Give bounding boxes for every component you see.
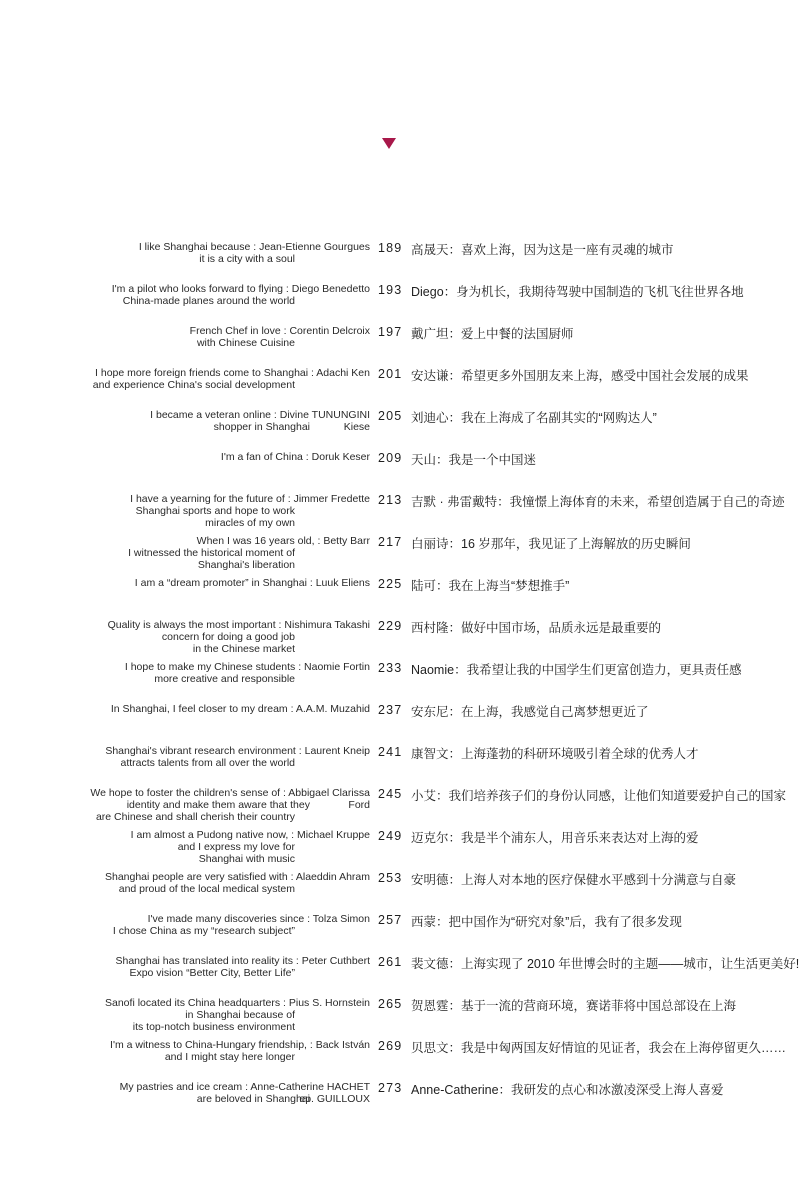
entry-page-number: 233	[378, 661, 403, 675]
entry-page-number: 205	[378, 409, 403, 423]
entry-english	[128, 535, 370, 571]
entry-page-number: 229	[378, 619, 403, 633]
entry-english-continuation	[105, 1021, 370, 1033]
entry-english-first-line	[105, 745, 370, 757]
entry-page-number: 225	[378, 577, 403, 591]
entry-english-continuation	[108, 643, 370, 655]
entry-english-subtitle: China-made planes around the world	[122, 295, 295, 307]
entry-english-title: I became a veteran online :	[150, 409, 277, 421]
entry-page-number: 241	[378, 745, 403, 759]
entry-person-name: Anne-Catherine HACHET	[250, 1081, 370, 1093]
entry-page-number: 213	[378, 493, 403, 507]
entry-person-name: Naomie Fortin	[304, 661, 370, 673]
entry-english-title: I hope more foreign friends come to Shanghai :	[95, 367, 314, 379]
entry-english	[135, 577, 370, 589]
entry-chinese-title: 戴广坦：爱上中餐的法国厨师	[411, 327, 574, 341]
entry-english-first-line	[105, 997, 370, 1009]
entry-page-number: 201	[378, 367, 403, 381]
entry-english-continuation	[105, 757, 370, 769]
entry-english	[105, 997, 370, 1033]
entry-english-title: I like Shanghai because :	[138, 241, 257, 253]
entry-english-subtitle: Shanghai's liberation	[197, 559, 295, 571]
entry-english	[111, 703, 370, 715]
entry-english-subtitle: I chose China as my “research subject”	[112, 925, 295, 937]
entry-english-title: Sanofi located its China headquarters :	[105, 997, 286, 1009]
entry-english-first-line	[105, 871, 370, 883]
entry-english-subtitle: Expo vision “Better City, Better Life”	[129, 967, 295, 979]
entry-english	[131, 829, 370, 865]
entry-person-name: Divine TUNUNGINI	[279, 409, 370, 421]
entry-chinese-title: Diego：身为机长，我期待驾驶中国制造的飞机飞往世界各地	[411, 285, 744, 299]
entry-english	[125, 661, 370, 685]
entry-english-title: When I was 16 years old, :	[196, 535, 321, 547]
entry-chinese-title: 天山：我是一个中国迷	[411, 453, 537, 467]
entry-english-subtitle: and experience China's social development	[92, 379, 295, 391]
entry-page-number: 193	[378, 283, 403, 297]
entry-english-title: Shanghai's vibrant research environment :	[105, 745, 302, 757]
entry-chinese-title: 刘迪心：我在上海成了名副其实的“网购达人”	[411, 411, 657, 425]
entry-english-title: Shanghai people are very satisfied with :	[104, 871, 294, 883]
entry-english-first-line	[150, 409, 370, 421]
entry-english-first-line	[148, 913, 370, 925]
entry-english-title: I'm a pilot who looks forward to flying :	[111, 283, 289, 295]
entry-english	[130, 493, 370, 529]
entry-chinese-title: Naomie：我希望让我的中国学生们更富创造力，更具责任感	[411, 663, 742, 677]
entry-english-first-line	[108, 619, 370, 631]
entry-english-subtitle: and I express my love for	[177, 841, 295, 853]
entry-english-continuation	[112, 295, 370, 307]
entry-english-continuation	[90, 799, 370, 811]
entry-english	[116, 955, 371, 979]
entry-person-name: Abbigael Clarissa	[288, 787, 370, 799]
entry-english-first-line	[139, 241, 370, 253]
entry-person-name: Doruk Keser	[311, 451, 370, 463]
entry-english-first-line	[95, 367, 370, 379]
entry-english-first-line	[90, 787, 370, 799]
entry-page-number: 209	[378, 451, 403, 465]
entry-chinese-title: 高晟天：喜欢上海，因为这是一座有灵魂的城市	[411, 243, 674, 257]
entry-english	[92, 367, 370, 391]
entry-english-first-line	[111, 703, 370, 715]
entry-english	[190, 325, 370, 349]
entry-english	[110, 1039, 370, 1063]
entry-chinese-title: 白丽诗：16 岁那年，我见证了上海解放的历史瞬间	[411, 537, 691, 551]
entry-page-number: 197	[378, 325, 403, 339]
entry-english-subtitle: it is a city with a soul	[199, 253, 295, 265]
entry-page-number: 249	[378, 829, 403, 843]
entry-english-continuation	[105, 1009, 370, 1021]
entry-english-first-line	[130, 493, 370, 505]
entry-english-first-line	[135, 577, 370, 589]
entry-english	[112, 913, 370, 937]
entry-page-number: 265	[378, 997, 403, 1011]
entry-english	[108, 619, 370, 655]
entry-person-name: Diego Benedetto	[291, 283, 370, 295]
entry-english-subtitle: shopper in Shanghai	[213, 421, 310, 433]
entry-english-first-line	[125, 661, 370, 673]
entry-page-number: 217	[378, 535, 403, 549]
entry-english-subtitle: miracles of my own	[205, 517, 295, 529]
entry-english-subtitle: attracts talents from all over the world	[120, 757, 295, 769]
entry-chinese-title: 贺恩霆：基于一流的营商环境，赛诺菲将中国总部设在上海	[411, 999, 737, 1013]
entry-page-number: 269	[378, 1039, 403, 1053]
entry-english	[120, 1081, 370, 1105]
entry-english-subtitle: in the Chinese market	[192, 643, 295, 655]
entry-english-title: I'm a fan of China :	[220, 451, 309, 463]
entry-english-continuation	[150, 421, 370, 433]
entry-page-number: 237	[378, 703, 403, 717]
entry-person-name: Tolza Simon	[312, 913, 370, 925]
entry-page-number: 189	[378, 241, 403, 255]
entry-english-continuation	[120, 1093, 370, 1105]
entry-chinese-title: 安东尼：在上海，我感觉自己离梦想更近了	[411, 705, 649, 719]
entry-english-title: Shanghai has translated into reality its :	[115, 955, 299, 967]
entry-english	[112, 283, 370, 307]
entry-english-title: In Shanghai, I feel closer to my dream :	[110, 703, 294, 715]
entry-english-subtitle: are beloved in Shanghai	[196, 1093, 310, 1105]
entry-person-name-continuation: Ford	[348, 799, 370, 811]
entry-english-continuation	[128, 547, 370, 559]
entry-english-continuation	[131, 853, 370, 865]
entry-english-subtitle: identity and make them aware that they	[126, 799, 310, 811]
entry-page-number: 253	[378, 871, 403, 885]
entry-english	[221, 451, 370, 463]
section-marker-icon	[382, 138, 396, 149]
entry-chinese-title: 吉默 · 弗雷戴特：我憧憬上海体育的未来，希望创造属于自己的奇迹	[411, 495, 785, 509]
entry-person-name: Betty Barr	[323, 535, 370, 547]
entry-english-continuation	[92, 379, 370, 391]
entry-person-name: Michael Kruppe	[297, 829, 370, 841]
entry-person-name-continuation: ep. GUILLOUX	[299, 1093, 370, 1105]
entry-english-continuation	[110, 1051, 370, 1063]
entry-english-subtitle: I witnessed the historical moment of	[128, 547, 295, 559]
entry-english-title: Quality is always the most important :	[107, 619, 282, 631]
entry-english-title: My pastries and ice cream :	[119, 1081, 249, 1093]
entry-english-subtitle: Shanghai sports and hope to work	[135, 505, 295, 517]
entry-english-subtitle: concern for doing a good job	[161, 631, 295, 643]
entry-english-continuation	[112, 925, 370, 937]
entry-chinese-title: 西村隆：做好中国市场，品质永远是最重要的	[411, 621, 662, 635]
entry-english-first-line	[197, 535, 370, 547]
entry-english-first-line	[112, 283, 370, 295]
entry-english-subtitle: Shanghai with music	[198, 853, 295, 865]
entry-english-subtitle: its top-notch business environment	[132, 1021, 295, 1033]
entry-english	[105, 871, 370, 895]
entry-english-title: I am almost a Pudong native now, :	[130, 829, 295, 841]
entry-english	[139, 241, 370, 265]
entry-chinese-title: 安达谦：希望更多外国朋友来上海，感受中国社会发展的成果	[411, 369, 749, 383]
entry-chinese-title: 小艾：我们培养孩子们的身份认同感，让他们知道要爱护自己的国家	[411, 789, 787, 803]
entry-person-name: Peter Cuthbert	[301, 955, 370, 967]
entry-chinese-title: 裴文德：上海实现了 2010 年世博会时的主题——城市，让生活更美好!	[411, 957, 800, 971]
entry-person-name: Jimmer Fredette	[293, 493, 370, 505]
entry-english-title: I've made many discoveries since :	[147, 913, 311, 925]
entry-person-name: Laurent Kneip	[304, 745, 370, 757]
entry-page-number: 245	[378, 787, 403, 801]
entry-english	[150, 409, 370, 433]
entry-person-name: Pius S. Hornstein	[288, 997, 370, 1009]
entry-english-continuation	[190, 337, 370, 349]
entry-person-name: Luuk Eliens	[315, 577, 370, 589]
entry-english	[90, 787, 370, 823]
entry-english-continuation	[105, 883, 370, 895]
entry-english-continuation	[125, 673, 370, 685]
entry-english-first-line	[190, 325, 370, 337]
entry-chinese-title: 陆可：我在上海当“梦想推手”	[411, 579, 570, 593]
entry-english-first-line	[110, 1039, 370, 1051]
entry-person-name: Back István	[315, 1039, 370, 1051]
entry-english-continuation	[197, 559, 370, 571]
entry-english-continuation	[116, 967, 371, 979]
entry-chinese-title: Anne-Catherine：我研发的点心和冰激凌深受上海人喜爱	[411, 1083, 724, 1097]
entry-english-title: I have a yearning for the future of :	[130, 493, 291, 505]
entry-english-subtitle: in Shanghai because of	[185, 1009, 295, 1021]
entry-english	[105, 745, 370, 769]
entry-english-first-line	[120, 1081, 370, 1093]
entry-english-title: We hope to foster the children's sense of :	[90, 787, 286, 799]
entry-page-number: 273	[378, 1081, 403, 1095]
entry-english-title: I am a “dream promoter” in Shanghai :	[134, 577, 313, 589]
entry-english-continuation	[139, 253, 370, 265]
entry-person-name-continuation: Kiese	[343, 421, 370, 433]
entry-person-name: A.A.M. Muzahid	[295, 703, 370, 715]
entry-english-title: I'm a witness to China-Hungary friendship, :	[110, 1039, 313, 1051]
entry-chinese-title: 迈克尔：我是半个浦东人，用音乐来表达对上海的爱	[411, 831, 699, 845]
entry-chinese-title: 西蒙：把中国作为“研究对象”后，我有了很多发现	[411, 915, 682, 929]
entry-english-first-line	[116, 955, 371, 967]
entry-english-title: I hope to make my Chinese students :	[124, 661, 302, 673]
entry-english-continuation	[108, 631, 370, 643]
entry-english-continuation	[130, 505, 370, 517]
entry-english-first-line	[221, 451, 370, 463]
entry-english-subtitle: are Chinese and shall cherish their country	[95, 811, 295, 823]
entry-english-subtitle: and proud of the local medical system	[118, 883, 295, 895]
entry-person-name: Alaeddin Ahram	[295, 871, 370, 883]
entry-person-name: Corentin Delcroix	[289, 325, 370, 337]
entry-english-continuation	[131, 841, 370, 853]
entry-english-subtitle: more creative and responsible	[154, 673, 295, 685]
entry-person-name: Nishimura Takashi	[284, 619, 370, 631]
entry-english-subtitle: with Chinese Cuisine	[196, 337, 295, 349]
entry-page-number: 261	[378, 955, 403, 969]
entry-page-number: 257	[378, 913, 403, 927]
entry-person-name: Adachi Ken	[316, 367, 370, 379]
entry-person-name: Jean-Etienne Gourgues	[259, 241, 370, 253]
entry-english-first-line	[131, 829, 370, 841]
entry-english-title: French Chef in love :	[189, 325, 287, 337]
entry-english-subtitle: and I might stay here longer	[164, 1051, 295, 1063]
entry-chinese-title: 安明德：上海人对本地的医疗保健水平感到十分满意与自豪	[411, 873, 737, 887]
entry-english-continuation	[130, 517, 370, 529]
entry-chinese-title: 康智文：上海蓬勃的科研环境吸引着全球的优秀人才	[411, 747, 699, 761]
entry-english-continuation	[90, 811, 370, 823]
entry-chinese-title: 贝思文：我是中匈两国友好情谊的见证者，我会在上海停留更久……	[411, 1041, 787, 1055]
